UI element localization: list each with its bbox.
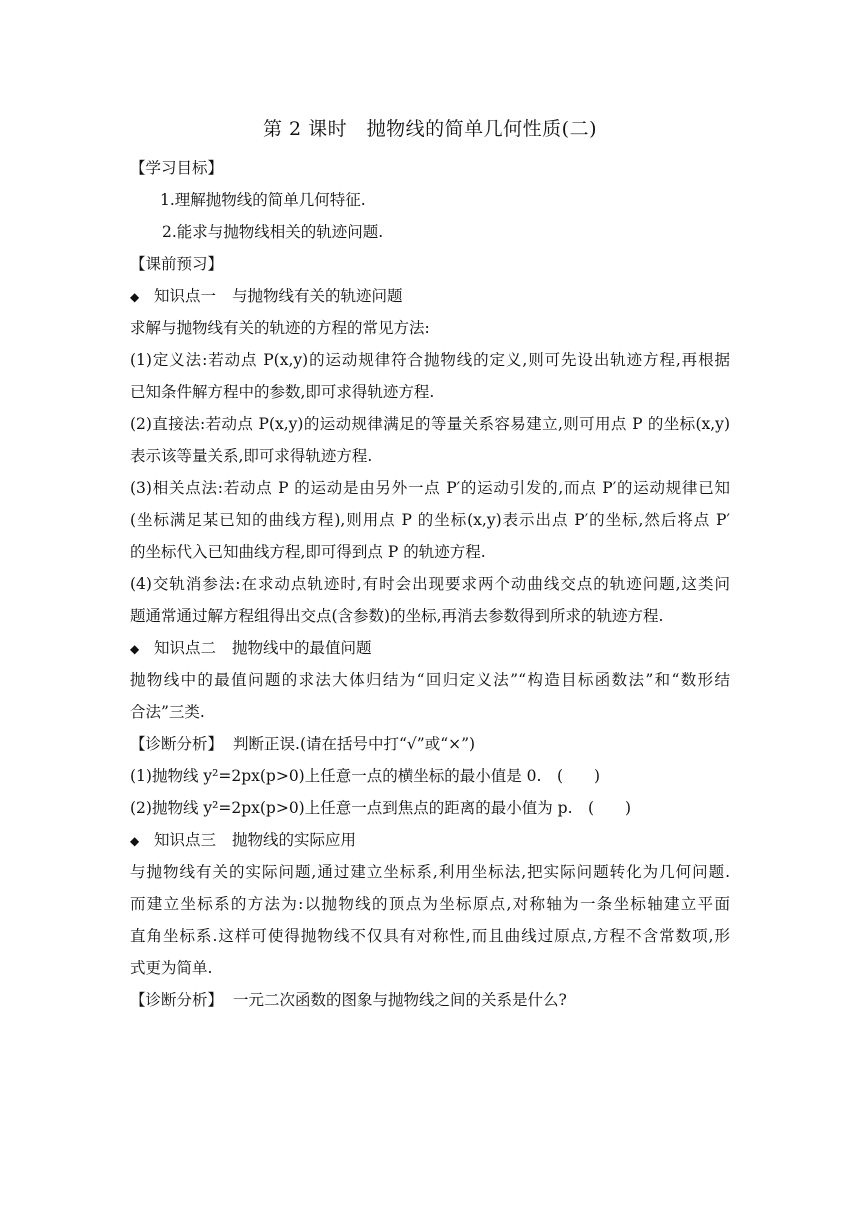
- kp3-text-line-4: 式更为简单.: [130, 959, 213, 977]
- method-2-line-2: 表示该等量关系,即可求得轨迹方程.: [130, 447, 373, 465]
- method-1-line-2: 已知条件解方程中的参数,即可求得轨迹方程.: [130, 383, 435, 401]
- knowledge-point-label: 知识点三: [154, 831, 217, 849]
- diagnosis-question: 一元二次函数的图象与抛物线之间的关系是什么?: [233, 991, 567, 1009]
- knowledge-point-title: 抛物线的实际应用: [232, 831, 357, 849]
- section-heading-goals: 【学习目标】: [130, 159, 224, 177]
- knowledge-point-3-heading: [130, 824, 730, 856]
- method-4-line-1: (4)交轨消参法:在求动点轨迹时,有时会出现要求两个动曲线交点的轨迹问题,这类问: [130, 575, 730, 593]
- diagnosis-heading-1: [130, 728, 730, 760]
- method-2-line-1: (2)直接法:若动点 P(x,y)的运动规律满足的等量关系容易建立,则可用点 P 的坐标(x,y): [130, 415, 730, 433]
- knowledge-point-2-heading: [130, 632, 730, 664]
- knowledge-point-1-heading: [130, 280, 730, 312]
- kp2-text-line-1: 抛物线中的最值问题的求法大体归结为“回归定义法”“构造目标函数法”和“数形结: [130, 671, 730, 689]
- judgment-question-1: (1)抛物线 y²=2px(p>0)上任意一点的横坐标的最小值是 0. ( ): [130, 767, 601, 785]
- kp1-intro: 求解与抛物线有关的轨迹的方程的常见方法:: [130, 319, 430, 337]
- document-body: [130, 152, 730, 1016]
- method-3-line-2: (坐标满足某已知的曲线方程),则用点 P 的坐标(x,y)表示出点 P′的坐标,然后将点 P′: [130, 511, 730, 529]
- diagnosis-instruction: 判断正误.(请在括号中打“√”或“×”): [233, 735, 476, 753]
- diagnosis-heading-2: [130, 984, 730, 1016]
- diagnosis-label: 【诊断分析】: [130, 991, 224, 1009]
- section-heading-preview: 【课前预习】: [130, 255, 224, 273]
- kp3-text-line-1: 与抛物线有关的实际问题,通过建立坐标系,利用坐标法,把实际问题转化为几何问题.: [130, 863, 730, 881]
- diamond-bullet-icon: ◆: [130, 290, 140, 304]
- knowledge-point-label: 知识点二: [154, 639, 217, 657]
- method-1-line-1: (1)定义法:若动点 P(x,y)的运动规律符合抛物线的定义,则可先设出轨迹方程,再根据: [130, 351, 730, 369]
- knowledge-point-title: 抛物线中的最值问题: [232, 639, 372, 657]
- diamond-bullet-icon: ◆: [130, 642, 140, 656]
- diagnosis-label: 【诊断分析】: [130, 735, 224, 753]
- kp2-text-line-2: 合法”三类.: [130, 703, 205, 721]
- kp3-text-line-2: 而建立坐标系的方法为:以抛物线的顶点为坐标原点,对称轴为一条坐标轴建立平面: [130, 895, 730, 913]
- knowledge-point-title: 与抛物线有关的轨迹问题: [232, 287, 403, 305]
- judgment-question-2: (2)抛物线 y²=2px(p>0)上任意一点到焦点的距离的最小值为 p. ( ): [130, 799, 632, 817]
- diamond-bullet-icon: ◆: [130, 834, 140, 848]
- kp3-text-line-3: 直角坐标系.这样可使得抛物线不仅具有对称性,而且曲线过原点,方程不含常数项,形: [130, 927, 730, 945]
- method-3-line-3: 的坐标代入已知曲线方程,即可得到点 P 的轨迹方程.: [130, 543, 486, 561]
- method-4-line-2: 题通常通过解方程组得出交点(含参数)的坐标,再消去参数得到所求的轨迹方程.: [130, 607, 664, 625]
- page-title: 第 2 课时 抛物线的简单几何性质(二): [263, 118, 597, 140]
- knowledge-point-label: 知识点一: [154, 287, 217, 305]
- goal-item-1: 1.理解抛物线的简单几何特征.: [160, 191, 366, 209]
- method-3-line-1: (3)相关点法:若动点 P 的运动是由另外一点 P′的运动引发的,而点 P′的运动规律已知: [130, 479, 730, 497]
- goal-item-2: 2.能求与抛物线相关的轨迹问题.: [162, 223, 384, 241]
